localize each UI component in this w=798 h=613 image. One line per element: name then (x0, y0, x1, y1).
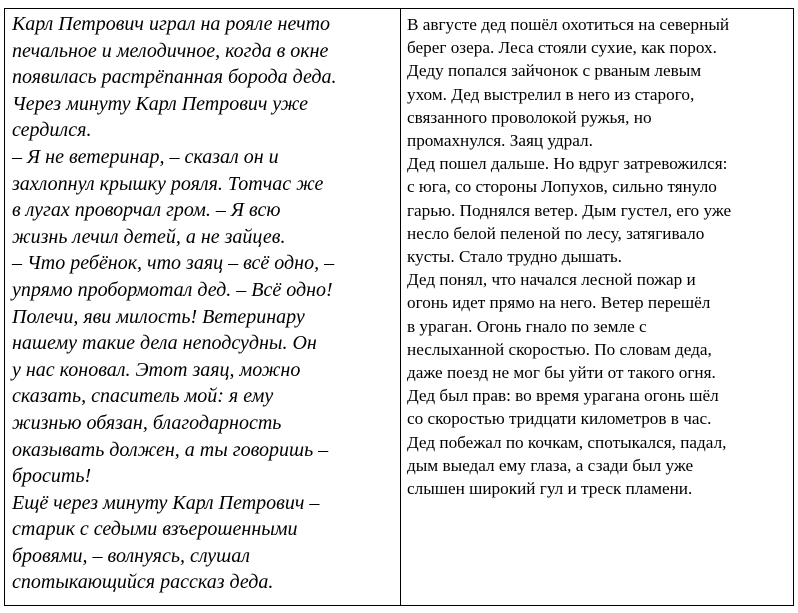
text-line: упрямо пробормотал дед. – Всё одно! (12, 278, 333, 301)
text-line: – Что ребёнок, что заяц – всё одно, – (12, 252, 335, 275)
text-line: Ещё через минуту Карл Петрович – (12, 491, 320, 514)
text-line: промахнулся. Заяц удрал. (407, 131, 593, 151)
text-line: неслыханной скоростью. По словам деда, (407, 339, 712, 359)
text-line: Дед был прав: во время урагана огонь шёл (407, 386, 719, 406)
text-line: в лугах проворчал гром. – Я всю (12, 199, 281, 222)
text-line: в ураган. Огонь гнало по земле с (407, 316, 647, 336)
text-line: жизнью обязан, благодарность (12, 411, 282, 434)
text-line: Дед побежал по кочкам, спотыкался, падал, (407, 432, 727, 452)
text-line: В августе дед пошёл охотиться на северный (407, 15, 730, 34)
text-line: берег озера. Леса стояли сухие, как порох. (407, 38, 717, 58)
text-line: огонь идет прямо на него. Ветер перешёл (407, 293, 711, 313)
text-line: дым выедал ему глаза, а сзади был уже (407, 455, 694, 475)
text-line: Дед пошел дальше. Но вдруг затревожился: (407, 154, 728, 174)
text-line: кусты. Стало трудно дышать. (407, 247, 622, 267)
text-line: с юга, со стороны Лопухов, сильно тянуло (407, 177, 717, 197)
text-line: захлопнул крышку рояля. Тотчас же (12, 172, 324, 195)
text-line: бровями, – волнуясь, слушал (12, 544, 250, 567)
text-line: – Я не ветеринар, – сказал он и (12, 145, 279, 168)
text-line: у нас коновал. Этот заяц, можно (12, 358, 301, 381)
text-line: Деду попался зайчонок с рваным левым (407, 61, 702, 81)
text-line: бросить! (12, 465, 92, 488)
text-line: гарью. Поднялся ветер. Дым густел, его уже (407, 200, 732, 220)
text-line: старик с седыми взъерошенными (12, 518, 298, 541)
text-line: Карл Петрович играл на рояле нечто (12, 13, 331, 35)
text-line: даже поезд не мог бы уйти от такого огня. (407, 363, 716, 383)
text-line: Полечи, яви милость! Ветеринару (12, 305, 305, 328)
right-column-text (401, 9, 793, 605)
text-line: сердился. (12, 119, 92, 142)
text-line: жизнь лечил детей, а не зайцев. (12, 225, 286, 248)
text-line: печальное и мелодичное, когда в окне (12, 39, 329, 62)
left-column-italic-text (5, 9, 401, 605)
text-line: ухом. Дед выстрелил в него из старого, (407, 84, 695, 104)
text-line: спотыкающийся рассказ деда. (12, 571, 274, 594)
text-line: нашему такие дела неподсудны. Он (12, 332, 317, 355)
text-line: сказать, спаситель мой: я ему (12, 385, 274, 408)
text-line: оказывать должен, а ты говоришь – (12, 438, 329, 461)
text-table (4, 8, 794, 606)
text-line: несло белой пеленой по лесу, затягивало (407, 223, 705, 243)
text-line: Через минуту Карл Петрович уже (12, 92, 309, 115)
text-line: появилась растрёпанная борода деда. (12, 66, 337, 89)
text-line: связанного проволокой ружья, но (407, 107, 652, 127)
text-line: слышен широкий гул и треск пламени. (407, 479, 693, 499)
text-line: Дед понял, что начался лесной пожар и (407, 270, 696, 290)
text-line: со скоростью тридцати километров в час. (407, 409, 712, 429)
